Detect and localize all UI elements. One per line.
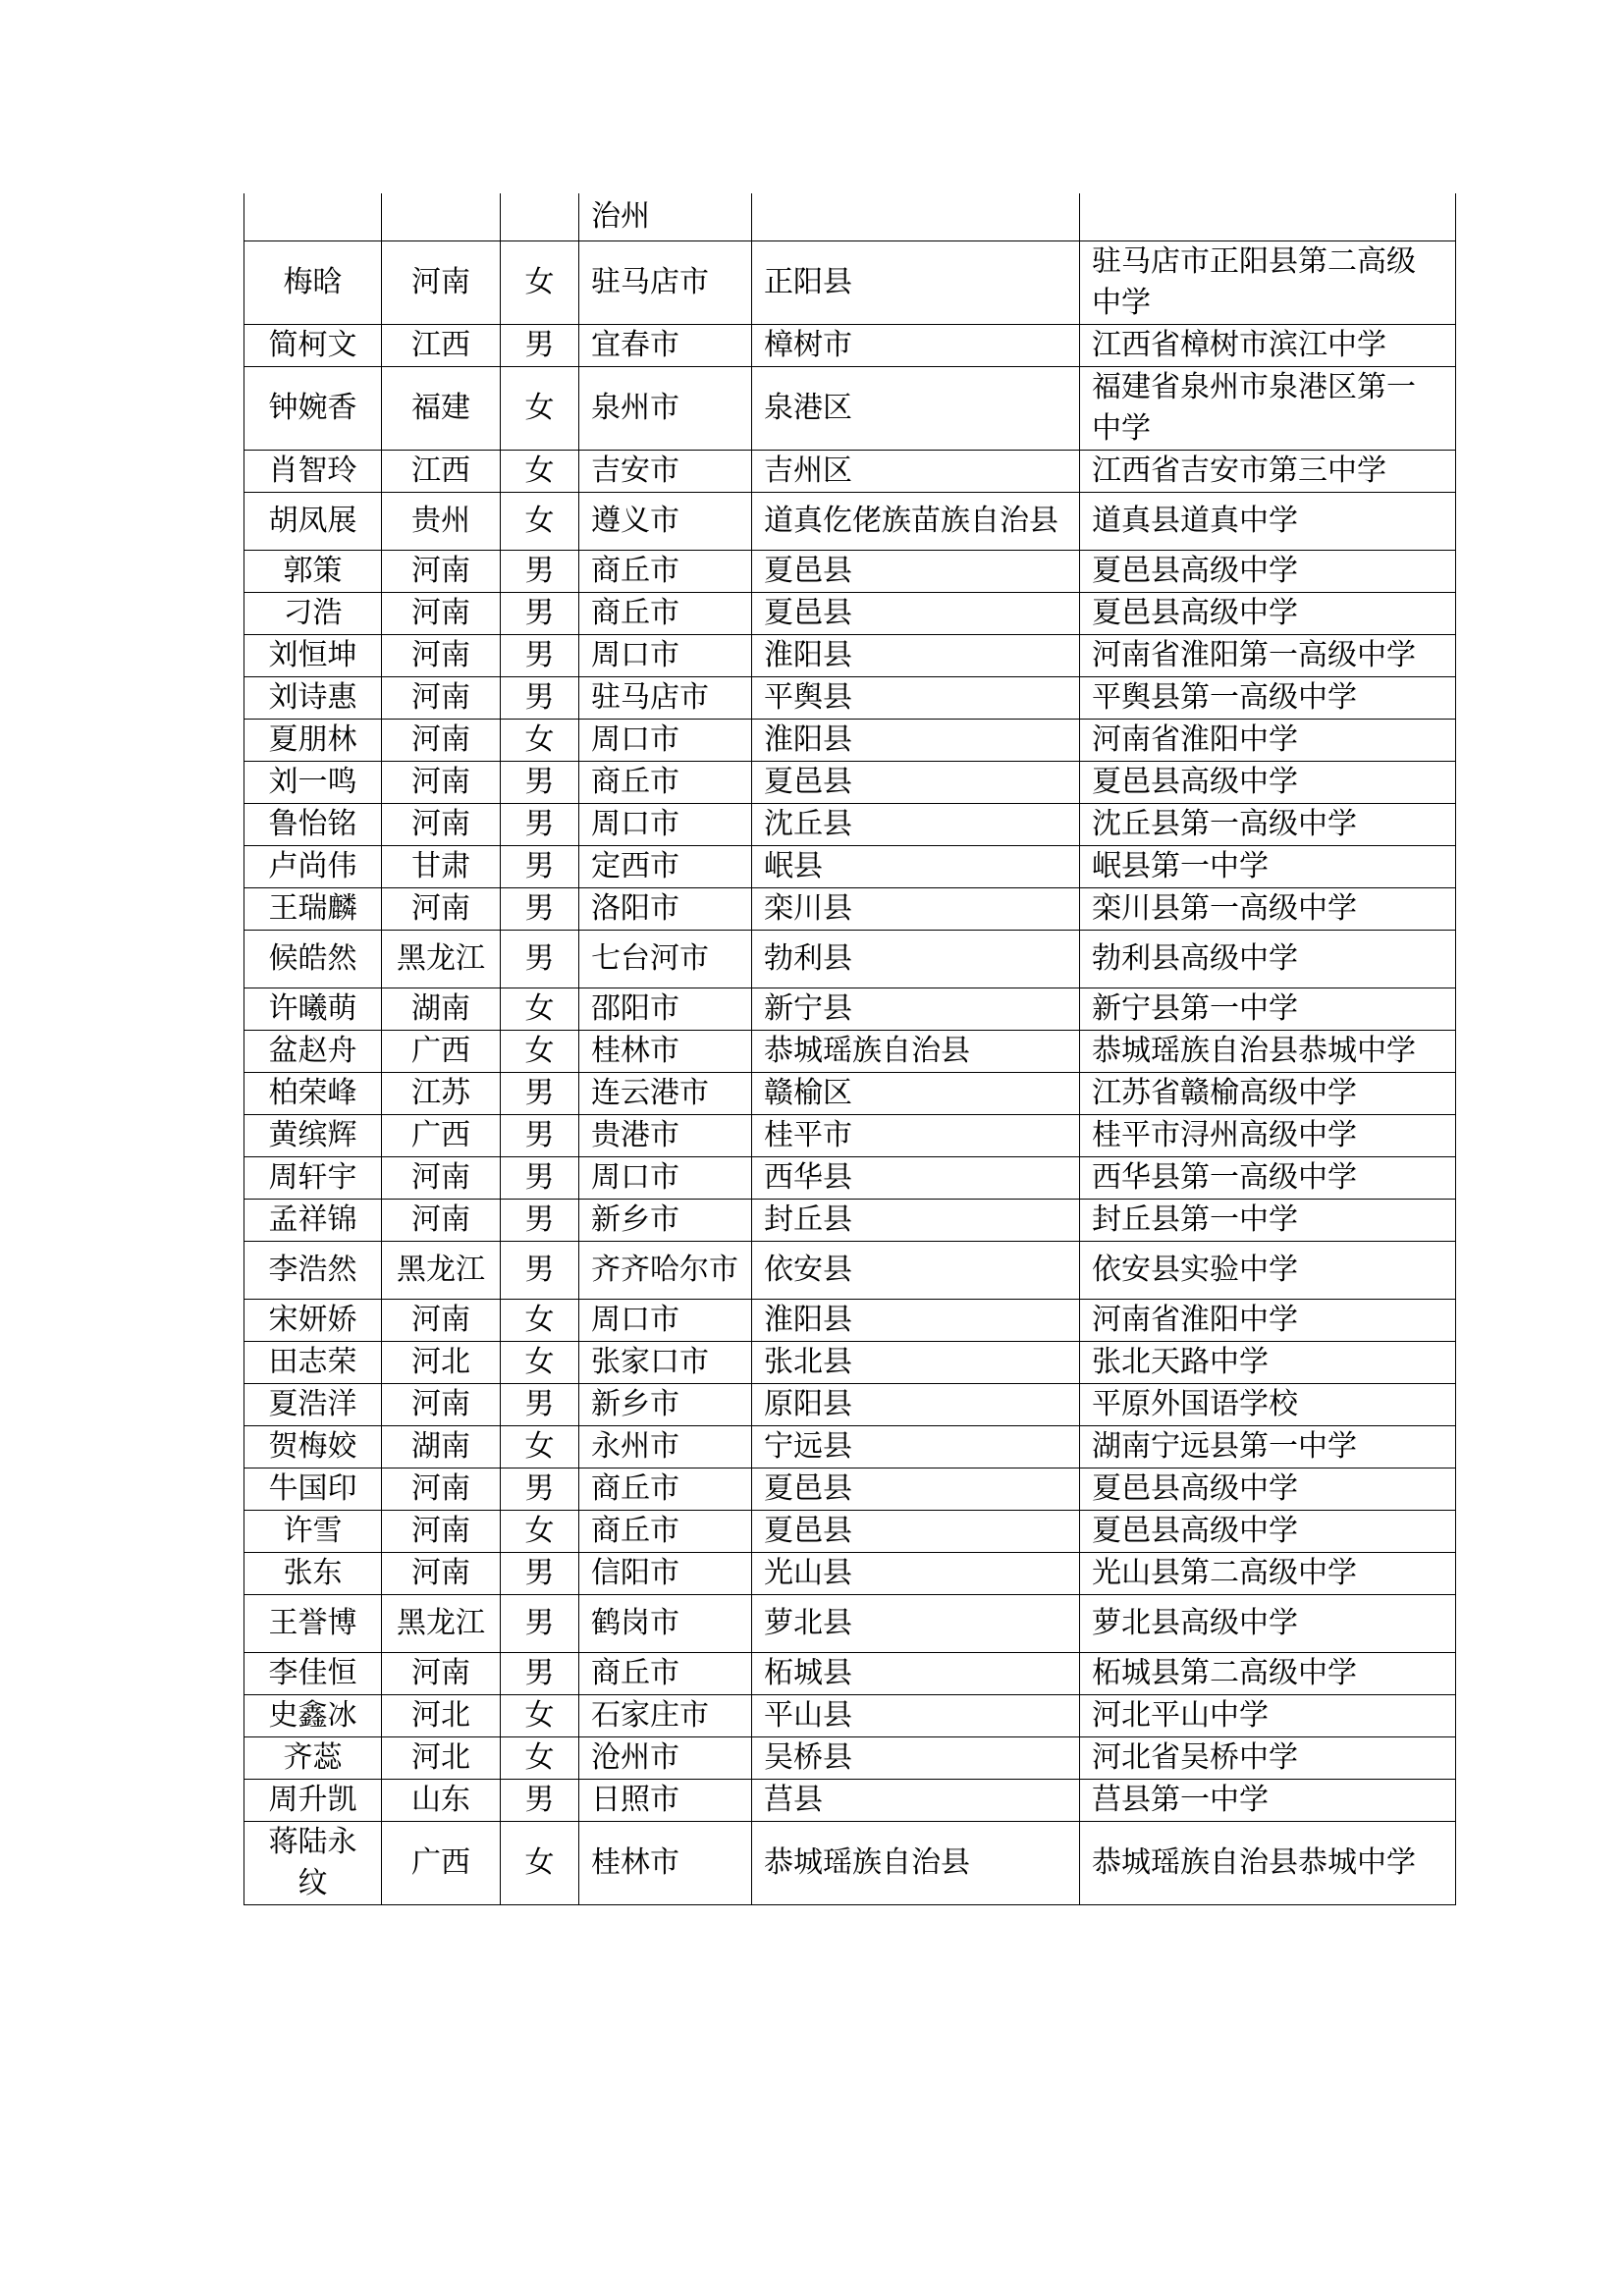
county-cell: 宁远县 <box>752 1426 1080 1468</box>
province-cell: 江西 <box>382 325 501 367</box>
city-cell: 桂林市 <box>579 1031 752 1073</box>
gender-cell: 男 <box>501 635 579 677</box>
county-cell: 柘城县 <box>752 1653 1080 1695</box>
gender-cell: 女 <box>501 367 579 451</box>
student-name: 张东 <box>244 1553 382 1595</box>
province-cell: 黑龙江 <box>382 1242 501 1300</box>
student-name: 李浩然 <box>244 1242 382 1300</box>
province-cell: 河南 <box>382 1200 501 1242</box>
table-row <box>244 241 1456 325</box>
city-cell: 永州市 <box>579 1426 752 1468</box>
county-cell: 恭城瑶族自治县 <box>752 1031 1080 1073</box>
city-cell: 齐齐哈尔市 <box>579 1242 752 1300</box>
school-cell: 柘城县第二高级中学 <box>1080 1653 1456 1695</box>
city-cell: 石家庄市 <box>579 1695 752 1737</box>
county-cell: 桂平市 <box>752 1115 1080 1157</box>
city-cell: 桂林市 <box>579 1822 752 1905</box>
province-cell: 湖南 <box>382 1426 501 1468</box>
table-row <box>244 720 1456 762</box>
school-cell: 岷县第一中学 <box>1080 846 1456 888</box>
school-cell: 依安县实验中学 <box>1080 1242 1456 1300</box>
school-cell: 西华县第一高级中学 <box>1080 1157 1456 1200</box>
school-cell: 张北天路中学 <box>1080 1342 1456 1384</box>
school-cell: 恭城瑶族自治县恭城中学 <box>1080 1822 1456 1905</box>
gender-cell: 男 <box>501 1157 579 1200</box>
county-cell: 夏邑县 <box>752 762 1080 804</box>
province-cell: 广西 <box>382 1115 501 1157</box>
student-name: 候皓然 <box>244 931 382 988</box>
province-cell: 江苏 <box>382 1073 501 1115</box>
student-name: 柏荣峰 <box>244 1073 382 1115</box>
school-cell: 平原外国语学校 <box>1080 1384 1456 1426</box>
city-cell: 周口市 <box>579 720 752 762</box>
table-row <box>244 1300 1456 1342</box>
province-cell <box>382 193 501 241</box>
table-row <box>244 1553 1456 1595</box>
city-cell: 周口市 <box>579 804 752 846</box>
student-name: 李佳恒 <box>244 1653 382 1695</box>
table-row <box>244 1157 1456 1200</box>
table-row <box>244 1780 1456 1822</box>
table-row <box>244 1595 1456 1653</box>
gender-cell: 女 <box>501 1342 579 1384</box>
table-row <box>244 1073 1456 1115</box>
province-cell: 河南 <box>382 1157 501 1200</box>
city-cell: 商丘市 <box>579 762 752 804</box>
county-cell: 平山县 <box>752 1695 1080 1737</box>
school-cell: 夏邑县高级中学 <box>1080 1468 1456 1511</box>
province-cell: 广西 <box>382 1822 501 1905</box>
student-name: 钟婉香 <box>244 367 382 451</box>
gender-cell: 男 <box>501 1653 579 1695</box>
table-row <box>244 1115 1456 1157</box>
table-row <box>244 1200 1456 1242</box>
city-cell: 新乡市 <box>579 1384 752 1426</box>
table-row <box>244 888 1456 931</box>
school-cell: 夏邑县高级中学 <box>1080 762 1456 804</box>
province-cell: 河南 <box>382 677 501 720</box>
school-cell: 萝北县高级中学 <box>1080 1595 1456 1653</box>
student-name: 胡凤展 <box>244 493 382 551</box>
table-body <box>244 193 1456 1905</box>
city-cell: 驻马店市 <box>579 677 752 720</box>
student-name: 周升凯 <box>244 1780 382 1822</box>
school-cell: 封丘县第一中学 <box>1080 1200 1456 1242</box>
city-cell: 连云港市 <box>579 1073 752 1115</box>
student-name: 孟祥锦 <box>244 1200 382 1242</box>
school-cell: 光山县第二高级中学 <box>1080 1553 1456 1595</box>
county-cell: 淮阳县 <box>752 1300 1080 1342</box>
table-row <box>244 193 1456 241</box>
city-cell: 商丘市 <box>579 1653 752 1695</box>
school-cell: 驻马店市正阳县第二高级中学 <box>1080 241 1456 325</box>
gender-cell: 男 <box>501 1200 579 1242</box>
county-cell: 夏邑县 <box>752 593 1080 635</box>
student-name: 齐蕊 <box>244 1737 382 1780</box>
student-name: 王誉博 <box>244 1595 382 1653</box>
county-cell: 封丘县 <box>752 1200 1080 1242</box>
province-cell: 河南 <box>382 635 501 677</box>
student-name: 夏朋林 <box>244 720 382 762</box>
county-cell: 夏邑县 <box>752 1468 1080 1511</box>
table-row <box>244 1426 1456 1468</box>
student-name: 蒋陆永纹 <box>244 1822 382 1905</box>
gender-cell: 女 <box>501 1426 579 1468</box>
city-cell: 周口市 <box>579 1157 752 1200</box>
county-cell: 夏邑县 <box>752 551 1080 593</box>
county-cell: 岷县 <box>752 846 1080 888</box>
gender-cell: 男 <box>501 593 579 635</box>
table-row <box>244 1737 1456 1780</box>
school-cell: 夏邑县高级中学 <box>1080 1511 1456 1553</box>
gender-cell: 男 <box>501 1780 579 1822</box>
student-name: 刘一鸣 <box>244 762 382 804</box>
gender-cell: 男 <box>501 1553 579 1595</box>
gender-cell: 男 <box>501 846 579 888</box>
province-cell: 河南 <box>382 1468 501 1511</box>
city-cell: 商丘市 <box>579 1468 752 1511</box>
student-name: 许雪 <box>244 1511 382 1553</box>
county-cell: 平舆县 <box>752 677 1080 720</box>
school-cell: 新宁县第一中学 <box>1080 988 1456 1031</box>
county-cell: 莒县 <box>752 1780 1080 1822</box>
gender-cell: 女 <box>501 1511 579 1553</box>
gender-cell: 女 <box>501 1737 579 1780</box>
table-row <box>244 1242 1456 1300</box>
student-name: 梅晗 <box>244 241 382 325</box>
student-table <box>244 193 1456 1905</box>
province-cell: 河南 <box>382 551 501 593</box>
student-name: 鲁怡铭 <box>244 804 382 846</box>
city-cell: 驻马店市 <box>579 241 752 325</box>
province-cell: 黑龙江 <box>382 931 501 988</box>
gender-cell: 男 <box>501 931 579 988</box>
school-cell: 平舆县第一高级中学 <box>1080 677 1456 720</box>
province-cell: 河南 <box>382 1511 501 1553</box>
table-row <box>244 988 1456 1031</box>
gender-cell: 女 <box>501 1695 579 1737</box>
county-cell: 光山县 <box>752 1553 1080 1595</box>
province-cell: 山东 <box>382 1780 501 1822</box>
school-cell: 河北平山中学 <box>1080 1695 1456 1737</box>
county-cell: 萝北县 <box>752 1595 1080 1653</box>
province-cell: 河北 <box>382 1342 501 1384</box>
student-name: 黄缤辉 <box>244 1115 382 1157</box>
student-name: 史鑫冰 <box>244 1695 382 1737</box>
table-row <box>244 1384 1456 1426</box>
table-row <box>244 367 1456 451</box>
gender-cell: 男 <box>501 804 579 846</box>
province-cell: 黑龙江 <box>382 1595 501 1653</box>
school-cell: 恭城瑶族自治县恭城中学 <box>1080 1031 1456 1073</box>
county-cell: 夏邑县 <box>752 1511 1080 1553</box>
county-cell: 樟树市 <box>752 325 1080 367</box>
city-cell: 吉安市 <box>579 451 752 493</box>
city-cell: 张家口市 <box>579 1342 752 1384</box>
gender-cell: 男 <box>501 677 579 720</box>
school-cell: 江西省吉安市第三中学 <box>1080 451 1456 493</box>
gender-cell: 男 <box>501 888 579 931</box>
gender-cell: 女 <box>501 1822 579 1905</box>
table-row <box>244 1468 1456 1511</box>
city-cell: 新乡市 <box>579 1200 752 1242</box>
student-name: 宋妍娇 <box>244 1300 382 1342</box>
county-cell: 正阳县 <box>752 241 1080 325</box>
province-cell: 河北 <box>382 1737 501 1780</box>
student-name: 刁浩 <box>244 593 382 635</box>
province-cell: 甘肃 <box>382 846 501 888</box>
table-row <box>244 762 1456 804</box>
student-name: 夏浩洋 <box>244 1384 382 1426</box>
county-cell: 沈丘县 <box>752 804 1080 846</box>
county-cell: 勃利县 <box>752 931 1080 988</box>
county-cell: 西华县 <box>752 1157 1080 1200</box>
table-row <box>244 804 1456 846</box>
table-row <box>244 1511 1456 1553</box>
gender-cell: 女 <box>501 1300 579 1342</box>
student-name: 刘诗惠 <box>244 677 382 720</box>
city-cell: 遵义市 <box>579 493 752 551</box>
school-cell: 湖南宁远县第一中学 <box>1080 1426 1456 1468</box>
province-cell: 河南 <box>382 762 501 804</box>
county-cell: 原阳县 <box>752 1384 1080 1426</box>
province-cell: 河南 <box>382 1384 501 1426</box>
county-cell: 依安县 <box>752 1242 1080 1300</box>
table-row <box>244 677 1456 720</box>
city-cell: 定西市 <box>579 846 752 888</box>
gender-cell: 女 <box>501 988 579 1031</box>
city-cell: 商丘市 <box>579 1511 752 1553</box>
table-row <box>244 1342 1456 1384</box>
province-cell: 贵州 <box>382 493 501 551</box>
school-cell: 河南省淮阳中学 <box>1080 1300 1456 1342</box>
gender-cell: 男 <box>501 1595 579 1653</box>
gender-cell <box>501 193 579 241</box>
province-cell: 河北 <box>382 1695 501 1737</box>
student-name: 周轩宇 <box>244 1157 382 1200</box>
county-cell: 栾川县 <box>752 888 1080 931</box>
table-row <box>244 1031 1456 1073</box>
student-name <box>244 193 382 241</box>
county-cell: 淮阳县 <box>752 635 1080 677</box>
gender-cell: 男 <box>501 1073 579 1115</box>
school-cell: 桂平市浔州高级中学 <box>1080 1115 1456 1157</box>
student-name: 刘恒坤 <box>244 635 382 677</box>
table-row <box>244 325 1456 367</box>
school-cell: 江苏省赣榆高级中学 <box>1080 1073 1456 1115</box>
school-cell: 栾川县第一高级中学 <box>1080 888 1456 931</box>
table-row <box>244 635 1456 677</box>
city-cell: 商丘市 <box>579 593 752 635</box>
city-cell: 宜春市 <box>579 325 752 367</box>
county-cell: 淮阳县 <box>752 720 1080 762</box>
student-name: 肖智玲 <box>244 451 382 493</box>
student-name: 许曦萌 <box>244 988 382 1031</box>
gender-cell: 女 <box>501 451 579 493</box>
gender-cell: 男 <box>501 325 579 367</box>
county-cell <box>752 193 1080 241</box>
student-name: 牛国印 <box>244 1468 382 1511</box>
table-row <box>244 593 1456 635</box>
student-name: 郭策 <box>244 551 382 593</box>
school-cell: 莒县第一中学 <box>1080 1780 1456 1822</box>
city-cell: 治州 <box>579 193 752 241</box>
city-cell: 沧州市 <box>579 1737 752 1780</box>
city-cell: 贵港市 <box>579 1115 752 1157</box>
county-cell: 张北县 <box>752 1342 1080 1384</box>
gender-cell: 男 <box>501 1384 579 1426</box>
gender-cell: 女 <box>501 720 579 762</box>
county-cell: 吉州区 <box>752 451 1080 493</box>
province-cell: 河南 <box>382 1553 501 1595</box>
county-cell: 赣榆区 <box>752 1073 1080 1115</box>
school-cell <box>1080 193 1456 241</box>
student-name: 田志荣 <box>244 1342 382 1384</box>
city-cell: 邵阳市 <box>579 988 752 1031</box>
city-cell: 周口市 <box>579 1300 752 1342</box>
student-name: 王瑞麟 <box>244 888 382 931</box>
table-row <box>244 493 1456 551</box>
city-cell: 周口市 <box>579 635 752 677</box>
province-cell: 广西 <box>382 1031 501 1073</box>
school-cell: 河南省淮阳第一高级中学 <box>1080 635 1456 677</box>
county-cell: 道真仡佬族苗族自治县 <box>752 493 1080 551</box>
school-cell: 河北省吴桥中学 <box>1080 1737 1456 1780</box>
table-row <box>244 1822 1456 1905</box>
province-cell: 河南 <box>382 888 501 931</box>
table-row <box>244 451 1456 493</box>
province-cell: 江西 <box>382 451 501 493</box>
city-cell: 洛阳市 <box>579 888 752 931</box>
school-cell: 江西省樟树市滨江中学 <box>1080 325 1456 367</box>
gender-cell: 男 <box>501 1115 579 1157</box>
school-cell: 沈丘县第一高级中学 <box>1080 804 1456 846</box>
school-cell: 福建省泉州市泉港区第一中学 <box>1080 367 1456 451</box>
gender-cell: 女 <box>501 241 579 325</box>
province-cell: 河南 <box>382 593 501 635</box>
county-cell: 恭城瑶族自治县 <box>752 1822 1080 1905</box>
province-cell: 河南 <box>382 1300 501 1342</box>
province-cell: 河南 <box>382 720 501 762</box>
gender-cell: 男 <box>501 1468 579 1511</box>
school-cell: 河南省淮阳中学 <box>1080 720 1456 762</box>
province-cell: 河南 <box>382 1653 501 1695</box>
province-cell: 湖南 <box>382 988 501 1031</box>
province-cell: 河南 <box>382 804 501 846</box>
city-cell: 日照市 <box>579 1780 752 1822</box>
province-cell: 福建 <box>382 367 501 451</box>
table-row <box>244 1695 1456 1737</box>
city-cell: 七台河市 <box>579 931 752 988</box>
city-cell: 泉州市 <box>579 367 752 451</box>
student-name: 盆赵舟 <box>244 1031 382 1073</box>
school-cell: 勃利县高级中学 <box>1080 931 1456 988</box>
city-cell: 信阳市 <box>579 1553 752 1595</box>
school-cell: 夏邑县高级中学 <box>1080 551 1456 593</box>
city-cell: 商丘市 <box>579 551 752 593</box>
gender-cell: 男 <box>501 762 579 804</box>
school-cell: 夏邑县高级中学 <box>1080 593 1456 635</box>
school-cell: 道真县道真中学 <box>1080 493 1456 551</box>
student-name: 卢尚伟 <box>244 846 382 888</box>
province-cell: 河南 <box>382 241 501 325</box>
gender-cell: 男 <box>501 551 579 593</box>
table-row <box>244 846 1456 888</box>
county-cell: 新宁县 <box>752 988 1080 1031</box>
student-name: 简柯文 <box>244 325 382 367</box>
table-row <box>244 1653 1456 1695</box>
gender-cell: 女 <box>501 1031 579 1073</box>
student-name: 贺梅姣 <box>244 1426 382 1468</box>
city-cell: 鹤岗市 <box>579 1595 752 1653</box>
gender-cell: 男 <box>501 1242 579 1300</box>
county-cell: 泉港区 <box>752 367 1080 451</box>
county-cell: 吴桥县 <box>752 1737 1080 1780</box>
table-row <box>244 551 1456 593</box>
table-row <box>244 931 1456 988</box>
gender-cell: 女 <box>501 493 579 551</box>
